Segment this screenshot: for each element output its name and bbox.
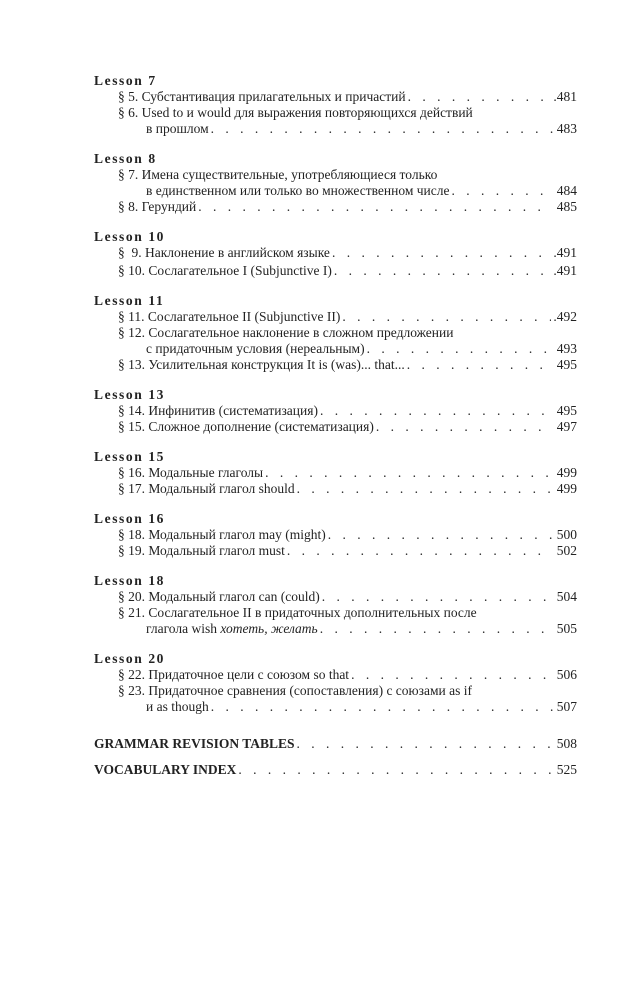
page-number: 493: [556, 341, 577, 356]
toc-entry-12[interactable]: [94, 325, 577, 357]
entry-text: § 8. Герундий: [118, 199, 197, 214]
lesson-title: Lesson 10: [94, 229, 166, 244]
entry-text: § 22. Придаточное цели с союзом so that: [118, 667, 350, 682]
entry-text: § 5. Субстантивация прилагательных и причастий: [118, 89, 406, 104]
toc-entry-17[interactable]: [94, 481, 577, 497]
lesson-7: [94, 73, 577, 137]
leader-dots: [367, 341, 553, 357]
leader-dots: [198, 199, 553, 215]
toc-entry-18[interactable]: [94, 527, 577, 543]
leader-dots: [211, 699, 553, 715]
leader-dots: [351, 667, 553, 683]
leader-dots: [238, 762, 553, 778]
lesson-title: Lesson 13: [94, 387, 166, 402]
page-number: 505: [556, 621, 577, 636]
toc-entry-9[interactable]: [94, 245, 577, 261]
table-of-contents: [94, 73, 577, 778]
page-number: 500: [556, 527, 577, 542]
toc-entry-5[interactable]: [94, 89, 577, 105]
entry-text: § 20. Модальный глагол can (could): [118, 589, 320, 604]
page-number: 499: [556, 481, 577, 496]
entry-text: § 9. Наклонение в английском языке: [118, 245, 330, 260]
entry-text: § 18. Модальный глагол may (might): [118, 527, 326, 542]
entry-text: § 12. Сослагательное наклонение в сложном предложении: [118, 325, 454, 340]
lesson-20: [94, 651, 577, 715]
leader-dots: [297, 481, 553, 497]
entry-text-cont: и as though: [146, 699, 209, 714]
page-number: 502: [556, 543, 577, 558]
page-number: 508: [556, 736, 577, 751]
section-title: GRAMMAR REVISION TABLES: [94, 736, 295, 751]
lesson-title: Lesson 20: [94, 651, 166, 666]
lesson-18: [94, 573, 577, 637]
leader-dots: [376, 419, 553, 435]
page-number: 497: [556, 419, 577, 434]
leader-dots: [452, 183, 553, 199]
toc-entry-14[interactable]: [94, 403, 577, 419]
page-number: 485: [556, 199, 577, 214]
entry-text: § 17. Модальный глагол should: [118, 481, 295, 496]
toc-entry-16[interactable]: [94, 465, 577, 481]
page-number: 506: [556, 667, 577, 682]
toc-entry-11[interactable]: [94, 309, 577, 325]
page-number: .491: [553, 263, 577, 278]
leader-dots: [287, 543, 553, 559]
lesson-title: Lesson 8: [94, 151, 157, 166]
leader-dots: [320, 403, 553, 419]
lesson-16: [94, 511, 577, 559]
entry-text: § 6. Used to и would для выражения повторяющихся действий: [118, 105, 473, 120]
entry-text-cont: в прошлом: [146, 121, 209, 136]
leader-dots: [332, 245, 551, 261]
entry-text: § 23. Придаточное сравнения (сопоставления) с союзами as if: [118, 683, 472, 698]
lesson-13: [94, 387, 577, 435]
toc-entry-19[interactable]: [94, 543, 577, 559]
leader-dots: [407, 357, 553, 373]
toc-entry-15[interactable]: [94, 419, 577, 435]
toc-entry-20[interactable]: [94, 589, 577, 605]
page-number: .491: [553, 245, 577, 260]
entry-text: § 14. Инфинитив (систематизация): [118, 403, 318, 418]
page-number: .481: [553, 89, 577, 104]
lesson-10: [94, 229, 577, 279]
entry-text: § 21. Сослагательное II в придаточных дополнительных после: [118, 605, 477, 620]
lesson-15: [94, 449, 577, 497]
lesson-8: [94, 151, 577, 215]
leader-dots: [320, 621, 553, 637]
entry-text: § 16. Модальные глаголы: [118, 465, 264, 480]
leader-dots: [408, 89, 552, 105]
toc-entry-13[interactable]: [94, 357, 577, 373]
leader-dots: [211, 121, 553, 137]
lesson-11: [94, 293, 577, 373]
toc-entry-8[interactable]: [94, 199, 577, 215]
leader-dots: [328, 527, 553, 543]
page-number: 495: [556, 357, 577, 372]
lesson-title: Lesson 16: [94, 511, 166, 526]
leader-dots: [297, 736, 553, 752]
page-number: 495: [556, 403, 577, 418]
toc-entry-22[interactable]: [94, 667, 577, 683]
entry-text-italic: хотеть, желать: [220, 621, 318, 636]
lesson-title: Lesson 15: [94, 449, 166, 464]
toc-entry-21[interactable]: [94, 605, 577, 637]
leader-dots: [334, 263, 551, 279]
toc-entry-10[interactable]: [94, 263, 577, 279]
toc-section-vocabulary-index[interactable]: [94, 762, 577, 778]
lesson-title: Lesson 7: [94, 73, 157, 88]
toc-entry-23[interactable]: [94, 683, 577, 715]
toc-entry-7[interactable]: [94, 167, 577, 199]
entry-text-cont: в единственном или только во множественном числе: [146, 183, 450, 198]
entry-text-cont: с придаточным условия (нереальным): [146, 341, 365, 356]
entry-text-plain: глагола wish: [146, 621, 221, 636]
entry-text: § 11. Сослагательное II (Subjunctive II): [118, 309, 341, 324]
page-number: 499: [556, 465, 577, 480]
page-number: 484: [556, 183, 577, 198]
entry-text: § 19. Модальный глагол must: [118, 543, 285, 558]
page-number: 525: [556, 762, 577, 777]
lesson-title: Lesson 11: [94, 293, 165, 308]
page-number: .492: [553, 309, 577, 324]
page-number: 504: [556, 589, 577, 604]
toc-entry-6[interactable]: [94, 105, 577, 137]
lesson-title: Lesson 18: [94, 573, 166, 588]
entry-text-cont: [146, 621, 318, 637]
entry-text: § 10. Сослагательное I (Subjunctive I): [118, 263, 332, 278]
entry-text: § 7. Имена существительные, употребляющиеся только: [118, 167, 438, 182]
leader-dots: [265, 465, 553, 481]
leader-dots: [342, 309, 551, 325]
entry-text: § 13. Усилительная конструкция It is (was)... that...: [118, 357, 405, 372]
leader-dots: [322, 589, 553, 605]
section-title: VOCABULARY INDEX: [94, 762, 237, 777]
page-number: 507: [556, 699, 577, 714]
toc-section-grammar-revision-tables[interactable]: [94, 736, 577, 752]
entry-text: § 15. Сложное дополнение (систематизация): [118, 419, 374, 434]
page-number: 483: [556, 121, 577, 136]
